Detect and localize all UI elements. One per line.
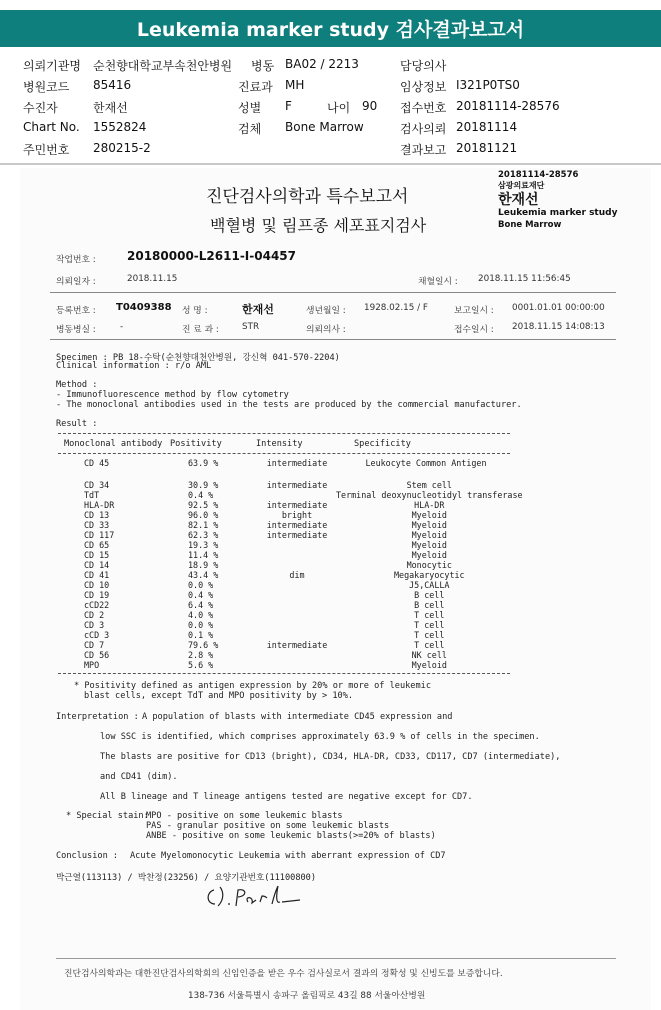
positivity-cell: 92.5 % xyxy=(188,500,219,510)
antibody-cell: TdT xyxy=(84,490,100,500)
patient-box-bottom xyxy=(50,339,616,340)
intensity-cell xyxy=(258,620,336,630)
ward-value: BA02 / 2213 xyxy=(285,57,359,71)
interpretation-label: Interpretation : xyxy=(56,712,139,722)
positivity-cell: 0.0 % xyxy=(188,580,214,590)
age-label: 나이 xyxy=(327,101,351,115)
report-title: Leukemia marker study 검사결과보고서 xyxy=(136,19,525,41)
scanned-report xyxy=(20,168,651,1010)
result-value: 20181121 xyxy=(456,141,518,155)
request-value: 20181114 xyxy=(456,120,518,134)
table-row xyxy=(60,650,523,660)
report-date: 0001.01.01 00:00:00 xyxy=(512,303,605,313)
specificity-cell: Terminal deoxynucleotidyl transferase xyxy=(336,490,523,500)
patient-box-top xyxy=(50,292,616,293)
antibody-cell: CD 14 xyxy=(84,560,110,570)
ward-label-2: 병동병실 : xyxy=(56,325,96,335)
positivity-cell: 30.9 % xyxy=(188,480,219,490)
positivity-cell: 79.6 % xyxy=(188,640,219,650)
dept-label: 진료과 xyxy=(238,80,273,94)
positivity-cell: 11.4 % xyxy=(188,550,219,560)
specificity-cell: Stem cell xyxy=(406,480,452,490)
table-row xyxy=(60,480,523,490)
physician-label: 의뢰의사 : xyxy=(306,325,346,335)
specificity-cell: Leukocyte Common Antigen xyxy=(365,458,487,468)
label-foundation: 삼광의료재단 xyxy=(498,181,545,190)
dob-value: 1928.02.15 / F xyxy=(364,303,428,313)
table-row xyxy=(60,500,523,510)
table-bottom-rule xyxy=(58,673,510,674)
sex-label: 성별 xyxy=(238,101,262,115)
positivity-cell: 4.0 % xyxy=(188,610,214,620)
table-row xyxy=(60,510,523,520)
marker-table xyxy=(60,480,523,670)
reg-value: T0409388 xyxy=(116,302,172,313)
receipt-value: 20181114-28576 xyxy=(456,99,560,113)
specificity-cell: B cell xyxy=(414,600,445,610)
specificity-cell: T cell xyxy=(414,630,445,640)
specificity-cell: Myeloid xyxy=(411,520,447,530)
intensity-cell: intermediate xyxy=(266,458,328,468)
antibody-cell: CD 34 xyxy=(84,480,110,490)
table-row xyxy=(60,570,523,580)
antibody-cell: CD 19 xyxy=(84,590,110,600)
table-row xyxy=(60,490,523,500)
intensity-cell: intermediate xyxy=(266,500,328,510)
table-row xyxy=(60,550,523,560)
intensity-cell xyxy=(258,630,336,640)
positivity-cell: 43.4 % xyxy=(188,570,219,580)
table-row xyxy=(60,458,516,468)
ward-label: 병동 xyxy=(251,59,275,73)
antibody-cell: CD 7 xyxy=(84,640,105,650)
antibody-cell: CD 10 xyxy=(84,580,110,590)
specificity-cell: Myeloid xyxy=(411,540,447,550)
sex-value: F xyxy=(285,99,292,113)
specimen-value: Bone Marrow xyxy=(285,120,364,134)
clinical-value: I321P0TS0 xyxy=(456,78,520,92)
positivity-cell: 96.0 % xyxy=(188,510,219,520)
chart-label: Chart No. xyxy=(23,120,80,134)
table-row xyxy=(60,640,523,650)
note-2: blast cells, except TdT and MPO positivity by > 10%. xyxy=(84,691,354,701)
request-date-label: 의뢰일자 : xyxy=(56,277,96,287)
signers: 박근열(113113) / 박찬정(23256) / 요양기관번호(11100800) xyxy=(56,873,317,883)
table-row xyxy=(60,520,523,530)
intensity-cell xyxy=(258,560,336,570)
intensity-cell: dim xyxy=(289,570,305,580)
antibody-cell: cCD 3 xyxy=(84,630,110,640)
positivity-cell: 0.1 % xyxy=(188,630,214,640)
age-value: 90 xyxy=(362,99,378,113)
footer-address: 138-736 서울특별시 송파구 올림픽로 43길 88 서울아산병원 xyxy=(188,991,426,1001)
receive-label: 접수일시 : xyxy=(454,325,494,335)
clinical-label: 임상정보 xyxy=(400,80,447,94)
intensity-cell: intermediate xyxy=(266,530,328,540)
conclusion-text: Acute Myelomonocytic Leukemia with aberrant expression of CD7 xyxy=(130,851,446,861)
doctor-label: 담당의사 xyxy=(400,59,447,73)
col-intensity: Intensity xyxy=(256,439,303,449)
intensity-cell: intermediate xyxy=(266,640,328,650)
positivity-cell: 6.4 % xyxy=(188,600,214,610)
reg-label: 등록번호 : xyxy=(56,306,96,316)
footer-certification: 진단검사의학과는 대한진단검사의학회의 신임인증을 받은 우수 검사실로서 결과의 정확성 및 신빙도를 보증합니다. xyxy=(64,969,503,979)
table-header-rule xyxy=(58,453,510,454)
label-patient-name: 한재선 xyxy=(498,192,539,208)
chart-value: 1552824 xyxy=(93,120,147,134)
interpretation-4: and CD41 (dim). xyxy=(100,772,178,782)
specificity-cell: NK cell xyxy=(411,650,447,660)
antibody-cell: MPO xyxy=(84,660,100,670)
cd45-table xyxy=(60,458,516,468)
positivity-cell: 19.3 % xyxy=(188,540,219,550)
institution-value: 순천향대학교부속천안병원 xyxy=(93,59,233,73)
method-2: - The monoclonal antibodies used in the tests are produced by the commercial manufacturer. xyxy=(56,400,522,410)
col-antibody: Monoclonal antibody xyxy=(64,439,163,449)
name-label: 성 명 : xyxy=(182,306,208,316)
positivity-cell: 0.4 % xyxy=(188,490,214,500)
antibody-cell: CD 33 xyxy=(84,520,110,530)
dob-label: 생년월일 : xyxy=(306,306,346,316)
specificity-cell: Myeloid xyxy=(411,550,447,560)
specimen-label: 검체 xyxy=(238,122,262,136)
specificity-cell: B cell xyxy=(414,590,445,600)
antibody-cell: CD 41 xyxy=(84,570,110,580)
specimen-line: Specimen : PB 18-수탁(순천향대천안병원, 강신혁 041-570-2204) xyxy=(56,353,340,363)
dept-label-2: 진 료 과 : xyxy=(182,325,219,335)
table-row xyxy=(60,630,523,640)
positivity-cell: 0.0 % xyxy=(188,620,214,630)
work-no-label: 작업번호 : xyxy=(56,255,96,265)
header-divider xyxy=(0,163,661,165)
dept-value: MH xyxy=(285,78,305,92)
report-title-1: 진단검사의학과 특수보고서 xyxy=(206,187,409,207)
intensity-cell xyxy=(258,550,336,560)
collect-value: 2018.11.15 11:56:45 xyxy=(478,274,571,284)
antibody-cell: CD 117 xyxy=(84,530,115,540)
antibody-cell: CD 2 xyxy=(84,610,105,620)
table-row xyxy=(60,660,523,670)
report-title-bar xyxy=(0,10,661,47)
antibody-cell: CD 56 xyxy=(84,650,110,660)
intensity-cell xyxy=(258,540,336,550)
table-row xyxy=(60,590,523,600)
specificity-cell: Myeloid xyxy=(411,530,447,540)
intensity-cell: intermediate xyxy=(266,520,328,530)
table-row xyxy=(60,540,523,550)
interpretation-5: All B lineage and T lineage antigens tested are negative except for CD7. xyxy=(100,792,473,802)
label-specimen: Bone Marrow xyxy=(498,220,562,230)
report-title-2: 백혈병 및 림프종 세포표지검사 xyxy=(210,216,427,235)
interpretation-3: The blasts are positive for CD13 (bright), CD34, HLA-DR, CD33, CD117, CD7 (intermediate), xyxy=(100,752,561,762)
receipt-label: 접수번호 xyxy=(400,101,447,115)
positivity-cell: 5.6 % xyxy=(188,660,214,670)
ward-value-2: - xyxy=(120,322,124,332)
special-stain-2: PAS - granular positive on some leukemic blasts xyxy=(146,821,390,831)
col-specificity: Specificity xyxy=(354,439,411,449)
antibody-cell: CD 15 xyxy=(84,550,110,560)
specificity-cell: Myeloid xyxy=(411,660,447,670)
specificity-cell: HLA-DR xyxy=(414,500,445,510)
table-row xyxy=(60,600,523,610)
work-no: 20180000-L2611-I-04457 xyxy=(127,249,296,263)
clinical-line: Clinical information : r/o AML xyxy=(56,361,212,371)
intensity-cell xyxy=(258,650,336,660)
request-date: 2018.11.15 xyxy=(127,274,178,284)
report-date-label: 보고일시 : xyxy=(454,306,494,316)
intensity-cell: intermediate xyxy=(266,480,328,490)
conclusion-label: Conclusion : xyxy=(56,851,119,861)
positivity-cell: 18.9 % xyxy=(188,560,219,570)
footer-rule xyxy=(56,958,616,959)
specificity-cell: Megakaryocytic xyxy=(393,570,465,580)
positivity-cell: 2.8 % xyxy=(188,650,214,660)
antibody-cell: CD 45 xyxy=(84,458,110,468)
method-title: Method : xyxy=(56,380,98,390)
intensity-cell xyxy=(258,660,336,670)
collect-label: 채혈일시 : xyxy=(418,277,458,287)
patient-value: 한재선 xyxy=(93,101,128,115)
table-row xyxy=(60,580,523,590)
special-stain-3: ANBE - positive on some leukemic blasts(>=20% of blasts) xyxy=(146,831,436,841)
specificity-cell: T cell xyxy=(414,620,445,630)
result-label: 결과보고 xyxy=(400,143,447,157)
antibody-cell: CD 13 xyxy=(84,510,110,520)
method-1: - Immunofluorescence method by flow cytometry xyxy=(56,390,289,400)
id-value: 280215-2 xyxy=(93,141,151,155)
signature-icon xyxy=(200,882,304,912)
table-row xyxy=(60,620,523,630)
positivity-cell: 0.4 % xyxy=(188,590,214,600)
interpretation-1: A population of blasts with intermediate CD45 expression and xyxy=(142,712,453,722)
intensity-cell xyxy=(258,610,336,620)
patient-label: 수진자 xyxy=(23,101,58,115)
special-stain-1: MPO - positive on some leukemic blasts xyxy=(146,811,343,821)
label-study: Leukemia marker study xyxy=(498,208,618,218)
interpretation-2: low SSC is identified, which comprises approximately 63.9 % of cells in the specimen. xyxy=(100,732,540,742)
antibody-cell: HLA-DR xyxy=(84,500,115,510)
intensity-cell xyxy=(258,490,336,500)
table-row xyxy=(60,530,523,540)
table-row xyxy=(60,560,523,570)
antibody-cell: CD 65 xyxy=(84,540,110,550)
intensity-cell: bright xyxy=(281,510,313,520)
intensity-cell xyxy=(258,600,336,610)
positivity-cell: 62.3 % xyxy=(188,530,219,540)
hospital-code-label: 병원코드 xyxy=(23,80,70,94)
receive-value: 2018.11.15 14:08:13 xyxy=(512,322,605,332)
hospital-code-value: 85416 xyxy=(93,78,132,92)
special-stain-label: * Special stain: xyxy=(66,811,149,821)
institution-label: 의뢰기관명 xyxy=(23,59,81,73)
table-row xyxy=(60,610,523,620)
specificity-cell: Myeloid xyxy=(411,510,447,520)
antibody-cell: cCD22 xyxy=(84,600,110,610)
col-positivity: Positivity xyxy=(170,439,222,449)
id-label: 주민번호 xyxy=(23,143,70,157)
table-top-rule xyxy=(58,433,510,434)
note-1: * Positivity defined as antigen expression by 20% or more of leukemic xyxy=(74,681,431,691)
intensity-cell xyxy=(258,580,336,590)
positivity-cell: 63.9 % xyxy=(188,458,219,468)
dept-value-2: STR xyxy=(242,322,260,332)
specificity-cell: T cell xyxy=(414,610,445,620)
intensity-cell xyxy=(258,590,336,600)
label-receipt-no: 20181114-28576 xyxy=(498,170,579,180)
positivity-cell: 82.1 % xyxy=(188,520,219,530)
antibody-cell: CD 3 xyxy=(84,620,105,630)
specificity-cell: T cell xyxy=(414,640,445,650)
result-title: Result : xyxy=(56,419,98,429)
specificity-cell: J5,CALLA xyxy=(409,580,450,590)
specificity-cell: Monocytic xyxy=(406,560,452,570)
request-label: 검사의뢰 xyxy=(400,122,447,136)
name-value: 한재선 xyxy=(242,303,274,316)
